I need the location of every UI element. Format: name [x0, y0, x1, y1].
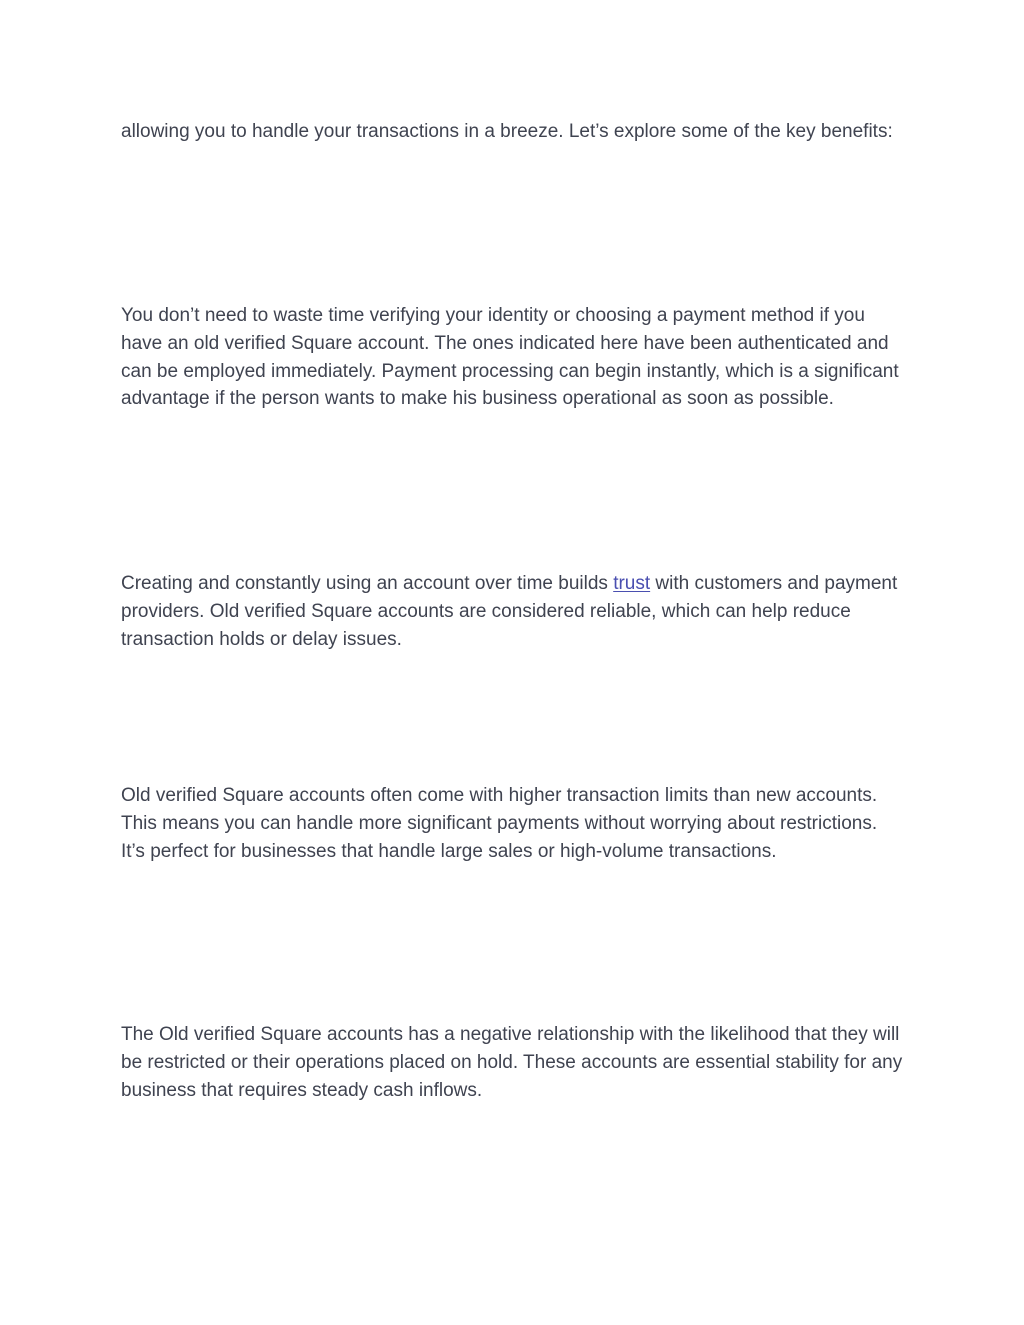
paragraph-stability: The Old verified Square accounts has a negative relationship with the likelihood that they will be restricted or their operations placed on hold. These accounts are essential stability for any business that requires steady cash inflows. — [121, 1024, 903, 1101]
paragraph-trust-after: with customers and payment providers. Old verified Square accounts are considered reliable, which can help reduce transaction holds or delay issues. — [121, 573, 898, 650]
trust-link[interactable]: trust — [613, 573, 651, 594]
paragraph-trust-before: Creating and constantly using an account over time builds — [121, 573, 614, 594]
paragraph-instant-use: You don’t need to waste time verifying your identity or choosing a payment method if you have an old verified Square account. The ones indicated here have been authenticated and can be employed immediately. Payment processing can begin instantly, which is a significant advantage if the person wants to make his business operational as soon as possible. — [121, 305, 899, 410]
paragraph-intro: allowing you to handle your transactions in a breeze. Let’s explore some of the key benefits: — [121, 121, 893, 142]
paragraph-transaction-limits: Old verified Square accounts often come with higher transaction limits than new accounts. This means you can handle more significant payments without worrying about restrictions. It’s perfect for businesses that handle large sales or high-volume transactions. — [121, 785, 878, 862]
paragraph-trust — [121, 570, 906, 653]
